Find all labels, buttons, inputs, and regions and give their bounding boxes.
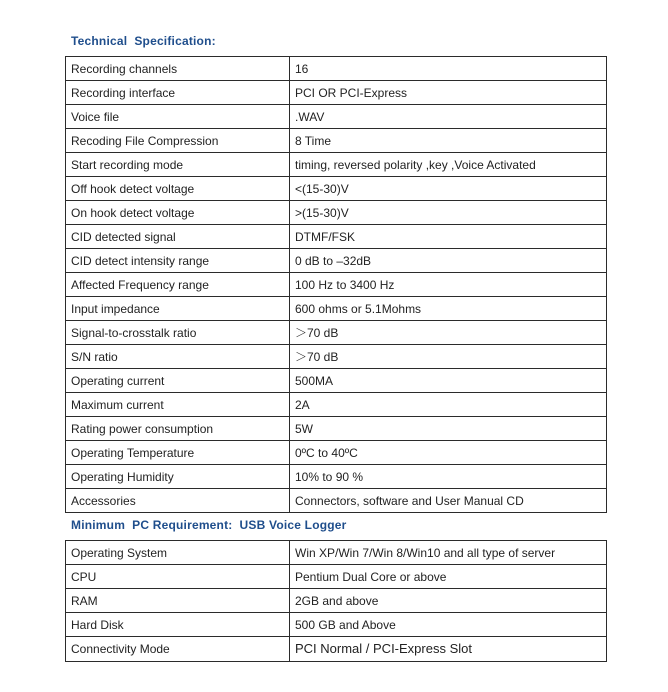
table-row xyxy=(66,541,607,565)
table-row xyxy=(66,489,607,513)
spec-label: Start recording mode xyxy=(66,153,290,177)
table-row xyxy=(66,81,607,105)
spec-value: ＞70 dB xyxy=(290,321,607,345)
spec-label: Rating power consumption xyxy=(66,417,290,441)
technical-specification-table xyxy=(65,56,607,513)
table-row xyxy=(66,417,607,441)
spec-label: S/N ratio xyxy=(66,345,290,369)
spec-value: 100 Hz to 3400 Hz xyxy=(290,273,607,297)
table-row xyxy=(66,465,607,489)
spec-label: Operating current xyxy=(66,369,290,393)
table-row xyxy=(66,613,607,637)
spec-value: 600 ohms or 5.1Mohms xyxy=(290,297,607,321)
table-row xyxy=(66,565,607,589)
table-row xyxy=(66,57,607,81)
spec-value: >(15-30)V xyxy=(290,201,607,225)
table-row xyxy=(66,177,607,201)
table-row xyxy=(66,105,607,129)
technical-specification-heading: Technical Specification: xyxy=(71,34,216,48)
spec-label: Signal-to-crosstalk ratio xyxy=(66,321,290,345)
spec-label: Off hook detect voltage xyxy=(66,177,290,201)
table-row xyxy=(66,225,607,249)
table-row xyxy=(66,129,607,153)
spec-value: PCI OR PCI-Express xyxy=(290,81,607,105)
spec-value: .WAV xyxy=(290,105,607,129)
requirement-value: 2GB and above xyxy=(290,589,607,613)
spec-label: Input impedance xyxy=(66,297,290,321)
table-row xyxy=(66,589,607,613)
pc-requirement-table xyxy=(65,540,607,662)
requirement-label: CPU xyxy=(66,565,290,589)
spec-label: Operating Humidity xyxy=(66,465,290,489)
requirement-label: RAM xyxy=(66,589,290,613)
table-row xyxy=(66,153,607,177)
spec-label: CID detect intensity range xyxy=(66,249,290,273)
spec-label: Recoding File Compression xyxy=(66,129,290,153)
spec-value: Connectors, software and User Manual CD xyxy=(290,489,607,513)
spec-value: timing, reversed polarity ,key ,Voice Activated xyxy=(290,153,607,177)
table-row xyxy=(66,249,607,273)
spec-label: Operating Temperature xyxy=(66,441,290,465)
spec-value: 0 dB to –32dB xyxy=(290,249,607,273)
requirement-value: PCI Normal / PCI-Express Slot xyxy=(290,637,607,662)
table-row xyxy=(66,345,607,369)
spec-label: Recording channels xyxy=(66,57,290,81)
table-row xyxy=(66,369,607,393)
spec-label: Voice file xyxy=(66,105,290,129)
spec-label: CID detected signal xyxy=(66,225,290,249)
spec-label: Recording interface xyxy=(66,81,290,105)
spec-value: 500MA xyxy=(290,369,607,393)
pc-requirement-heading: Minimum PC Requirement: USB Voice Logger xyxy=(71,518,347,532)
spec-value: 5W xyxy=(290,417,607,441)
spec-value: 8 Time xyxy=(290,129,607,153)
requirement-value: 500 GB and Above xyxy=(290,613,607,637)
table-row xyxy=(66,441,607,465)
spec-label: Accessories xyxy=(66,489,290,513)
spec-value: 2A xyxy=(290,393,607,417)
table-row xyxy=(66,393,607,417)
spec-label: Maximum current xyxy=(66,393,290,417)
spec-value: <(15-30)V xyxy=(290,177,607,201)
requirement-value: Pentium Dual Core or above xyxy=(290,565,607,589)
spec-value: 16 xyxy=(290,57,607,81)
spec-value: 10% to 90 % xyxy=(290,465,607,489)
table-row xyxy=(66,273,607,297)
requirement-value: Win XP/Win 7/Win 8/Win10 and all type of server xyxy=(290,541,607,565)
table-row xyxy=(66,201,607,225)
table-row xyxy=(66,637,607,662)
table-row xyxy=(66,297,607,321)
spec-value: ＞70 dB xyxy=(290,345,607,369)
spec-value: DTMF/FSK xyxy=(290,225,607,249)
requirement-label: Operating System xyxy=(66,541,290,565)
requirement-label: Connectivity Mode xyxy=(66,637,290,662)
requirement-label: Hard Disk xyxy=(66,613,290,637)
spec-value: 0ºC to 40ºC xyxy=(290,441,607,465)
spec-label: On hook detect voltage xyxy=(66,201,290,225)
spec-label: Affected Frequency range xyxy=(66,273,290,297)
table-row xyxy=(66,321,607,345)
